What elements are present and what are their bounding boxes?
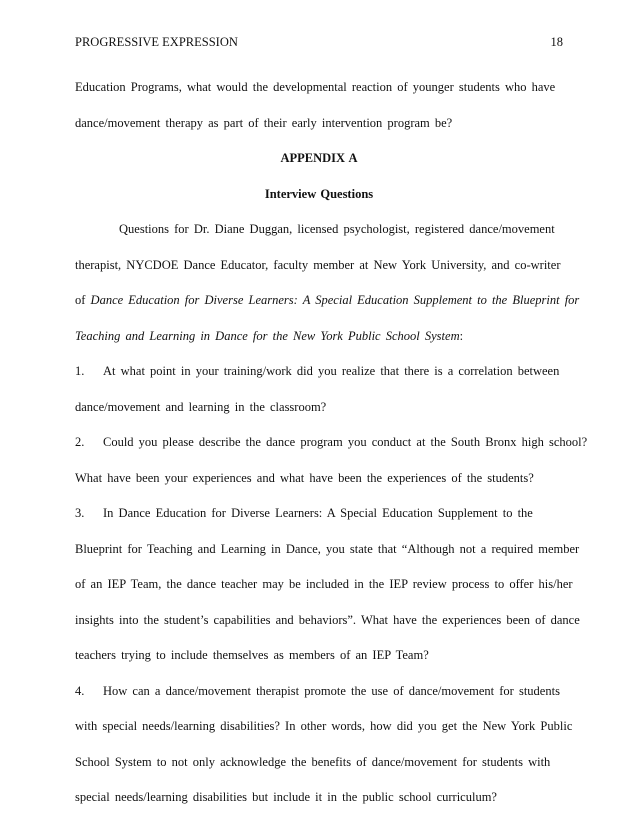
- question-1: [75, 354, 563, 390]
- body-text-line: [75, 283, 580, 319]
- question-number: 4.: [75, 683, 85, 698]
- question-2: [75, 425, 588, 461]
- body-text-line: Education Programs, what would the developmental reaction of younger students who have: [75, 80, 556, 94]
- question-text: Could you please describe the dance program you conduct at the South Bronx high school?: [103, 435, 588, 449]
- question-4: [75, 674, 563, 710]
- body-text-line: [75, 319, 563, 355]
- book-title-fragment: Teaching and Learning in Dance for the New York Public School System: [75, 328, 460, 343]
- body-text-line: What have been your experiences and what have been the experiences of the students?: [75, 470, 534, 485]
- question-text: At what point in your training/work did you realize that there is a correlation between: [103, 364, 560, 378]
- question-number: 3.: [75, 506, 85, 520]
- body-text-line: dance/movement and learning in the classroom?: [75, 399, 327, 414]
- body-text-line: of an IEP Team, the dance teacher may be included in the IEP review process to offer his/her: [75, 577, 573, 591]
- text-fragment: of: [75, 293, 91, 307]
- body-text-line: teachers trying to include themselves as members of an IEP Team?: [75, 648, 429, 662]
- question-number: 2.: [75, 435, 85, 449]
- body-text-line: therapist, NYCDOE Dance Educator, faculty member at New York University, and co-writer: [75, 257, 561, 272]
- body-text-line: with special needs/learning disabilities? In other words, how did you get the New York Public: [75, 719, 573, 733]
- text-fragment: :: [459, 328, 464, 343]
- appendix-title: APPENDIX A: [280, 151, 358, 165]
- page-number: 18: [550, 35, 563, 49]
- running-head: PROGRESSIVE EXPRESSION: [75, 35, 238, 49]
- body-text-line: dance/movement therapy as part of their early intervention program be?: [75, 115, 453, 130]
- question-3: [75, 496, 563, 532]
- question-text: In Dance Education for Diverse Learners: A Special Education Supplement to the: [103, 506, 533, 520]
- body-text-line: insights into the student’s capabilities and behaviors”. What have the experiences been of dance: [75, 612, 580, 627]
- question-text: How can a dance/movement therapist promote the use of dance/movement for students: [103, 683, 560, 698]
- page-body: [75, 70, 588, 816]
- book-title-fragment: Dance Education for Diverse Learners: A Special Education Supplement to the Blueprint for: [90, 293, 580, 307]
- body-text-line: School System to not only acknowledge the benefits of dance/movement for students with: [75, 754, 551, 769]
- body-text-line: special needs/learning disabilities but include it in the public school curriculum?: [75, 790, 497, 804]
- appendix-subtitle: Interview Questions: [264, 186, 374, 201]
- body-text-line: Questions for Dr. Diane Duggan, licensed psychologist, registered dance/movement: [119, 222, 555, 236]
- body-text-line: Blueprint for Teaching and Learning in Dance, you state that “Although not a required member: [75, 541, 580, 556]
- page-header: [75, 35, 563, 55]
- question-number: 1.: [75, 364, 85, 378]
